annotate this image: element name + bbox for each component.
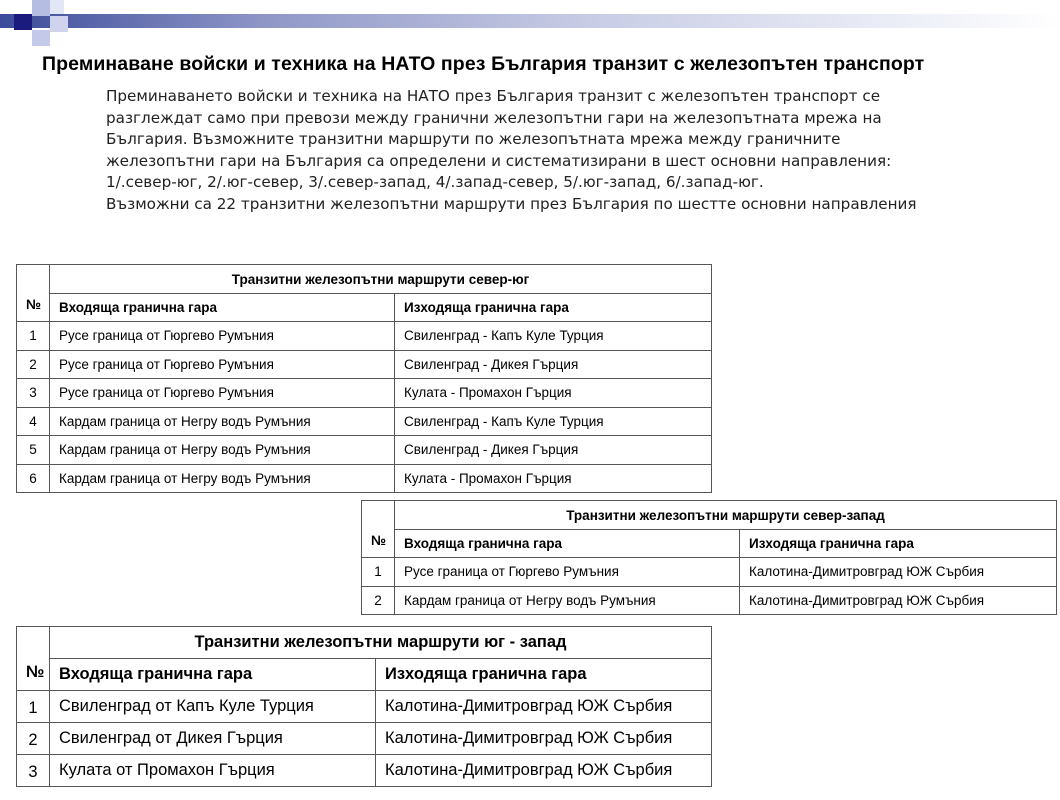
exit-station: Кулата - Промахон Гърция: [395, 379, 712, 408]
table-row: [17, 691, 712, 723]
intro-text: [106, 86, 946, 215]
number-column-header: №: [17, 265, 50, 322]
entry-station: Кардам граница от Негру водъ Румъния: [50, 436, 395, 465]
row-number: 2: [17, 350, 50, 379]
number-column-header: №: [17, 627, 50, 691]
exit-station: Свиленград - Капъ Куле Турция: [395, 322, 712, 351]
row-number: 6: [17, 464, 50, 493]
row-number: 5: [17, 436, 50, 465]
table-row: [362, 586, 1057, 615]
exit-station: Калотина-Димитровград ЮЖ Сърбия: [376, 755, 712, 787]
row-number: 1: [17, 691, 50, 723]
table-row: [17, 436, 712, 465]
exit-station: Калотина-Димитровград ЮЖ Сърбия: [376, 691, 712, 723]
exit-station-header: Изходяща гранична гара: [376, 659, 712, 691]
exit-station: Калотина-Димитровград ЮЖ Сърбия: [376, 723, 712, 755]
header-square-decoration: [50, 0, 64, 14]
exit-station-header: Изходяща гранична гара: [740, 530, 1057, 558]
table-row: [17, 464, 712, 493]
entry-station-header: Входяща гранична гара: [50, 294, 395, 322]
table-row: [17, 407, 712, 436]
row-number: 1: [17, 322, 50, 351]
entry-station: Свиленград от Дикея Гърция: [50, 723, 376, 755]
routes-table-north-south: [16, 264, 712, 493]
table-group-heading: Транзитни железопътни маршрути север-запад: [395, 501, 1057, 530]
entry-station: Русе граница от Гюргево Румъния: [50, 379, 395, 408]
exit-station: Свиленград - Дикея Гърция: [395, 436, 712, 465]
table-row: [17, 723, 712, 755]
routes-table-north-west: [361, 500, 1057, 615]
intro-paragraph: Преминаването войски и техника на НАТО през България транзит с железопътен транспорт се разглеждат само при превози между гранични железопътни гари на железопътната мрежа на България. Възможните транзитни маршрути по железопътната мрежа между граничните железопътни гари на България са определени и систематизирани в шест основни направления: 1/.север-юг, 2/.юг-север, 3/.север-запад, 4/.запад-север, 5/.юг-запад, 6/.запад-юг.: [106, 87, 892, 191]
exit-station: Калотина-Димитровград ЮЖ Сърбия: [740, 558, 1057, 587]
table-row: [362, 558, 1057, 587]
table-group-heading: Транзитни железопътни маршрути юг - запад: [50, 627, 712, 659]
header-square-decoration: [32, 30, 50, 46]
row-number: 3: [17, 755, 50, 787]
row-number: 2: [362, 586, 395, 615]
exit-station: Калотина-Димитровград ЮЖ Сърбия: [740, 586, 1057, 615]
table-row: [17, 322, 712, 351]
routes-table-south-west: [16, 626, 712, 787]
entry-station: Русе граница от Гюргево Румъния: [395, 558, 740, 587]
table-row: [17, 379, 712, 408]
exit-station: Свиленград - Дикея Гърция: [395, 350, 712, 379]
table-row: [17, 755, 712, 787]
entry-station: Кардам граница от Негру водъ Румъния: [395, 586, 740, 615]
entry-station: Кардам граница от Негру водъ Румъния: [50, 407, 395, 436]
table-row: [17, 350, 712, 379]
entry-station-header: Входяща гранична гара: [50, 659, 376, 691]
header-gradient-bar: [0, 14, 1060, 28]
table-group-heading: Транзитни железопътни маршрути север-юг: [50, 265, 712, 294]
header-square-decoration: [32, 0, 50, 16]
entry-station: Кулата от Промахон Гърция: [50, 755, 376, 787]
entry-station: Русе граница от Гюргево Румъния: [50, 322, 395, 351]
entry-station: Кардам граница от Негру водъ Румъния: [50, 464, 395, 493]
row-number: 3: [17, 379, 50, 408]
header-square-decoration: [50, 16, 68, 32]
entry-station-header: Входяща гранична гара: [395, 530, 740, 558]
row-number: 2: [17, 723, 50, 755]
row-number: 4: [17, 407, 50, 436]
exit-station-header: Изходяща гранична гара: [395, 294, 712, 322]
entry-station: Русе граница от Гюргево Румъния: [50, 350, 395, 379]
entry-station: Свиленград от Капъ Куле Турция: [50, 691, 376, 723]
number-column-header: №: [362, 501, 395, 558]
header-square-decoration: [14, 14, 32, 30]
exit-station: Кулата - Промахон Гърция: [395, 464, 712, 493]
intro-paragraph: Възможни са 22 транзитни железопътни маршрути през България по шестте основни направления: [106, 194, 917, 213]
row-number: 1: [362, 558, 395, 587]
exit-station: Свиленград - Капъ Куле Турция: [395, 407, 712, 436]
slide-title: Преминаване войски и техника на НАТО през България транзит с железопътен транспорт: [42, 53, 925, 75]
